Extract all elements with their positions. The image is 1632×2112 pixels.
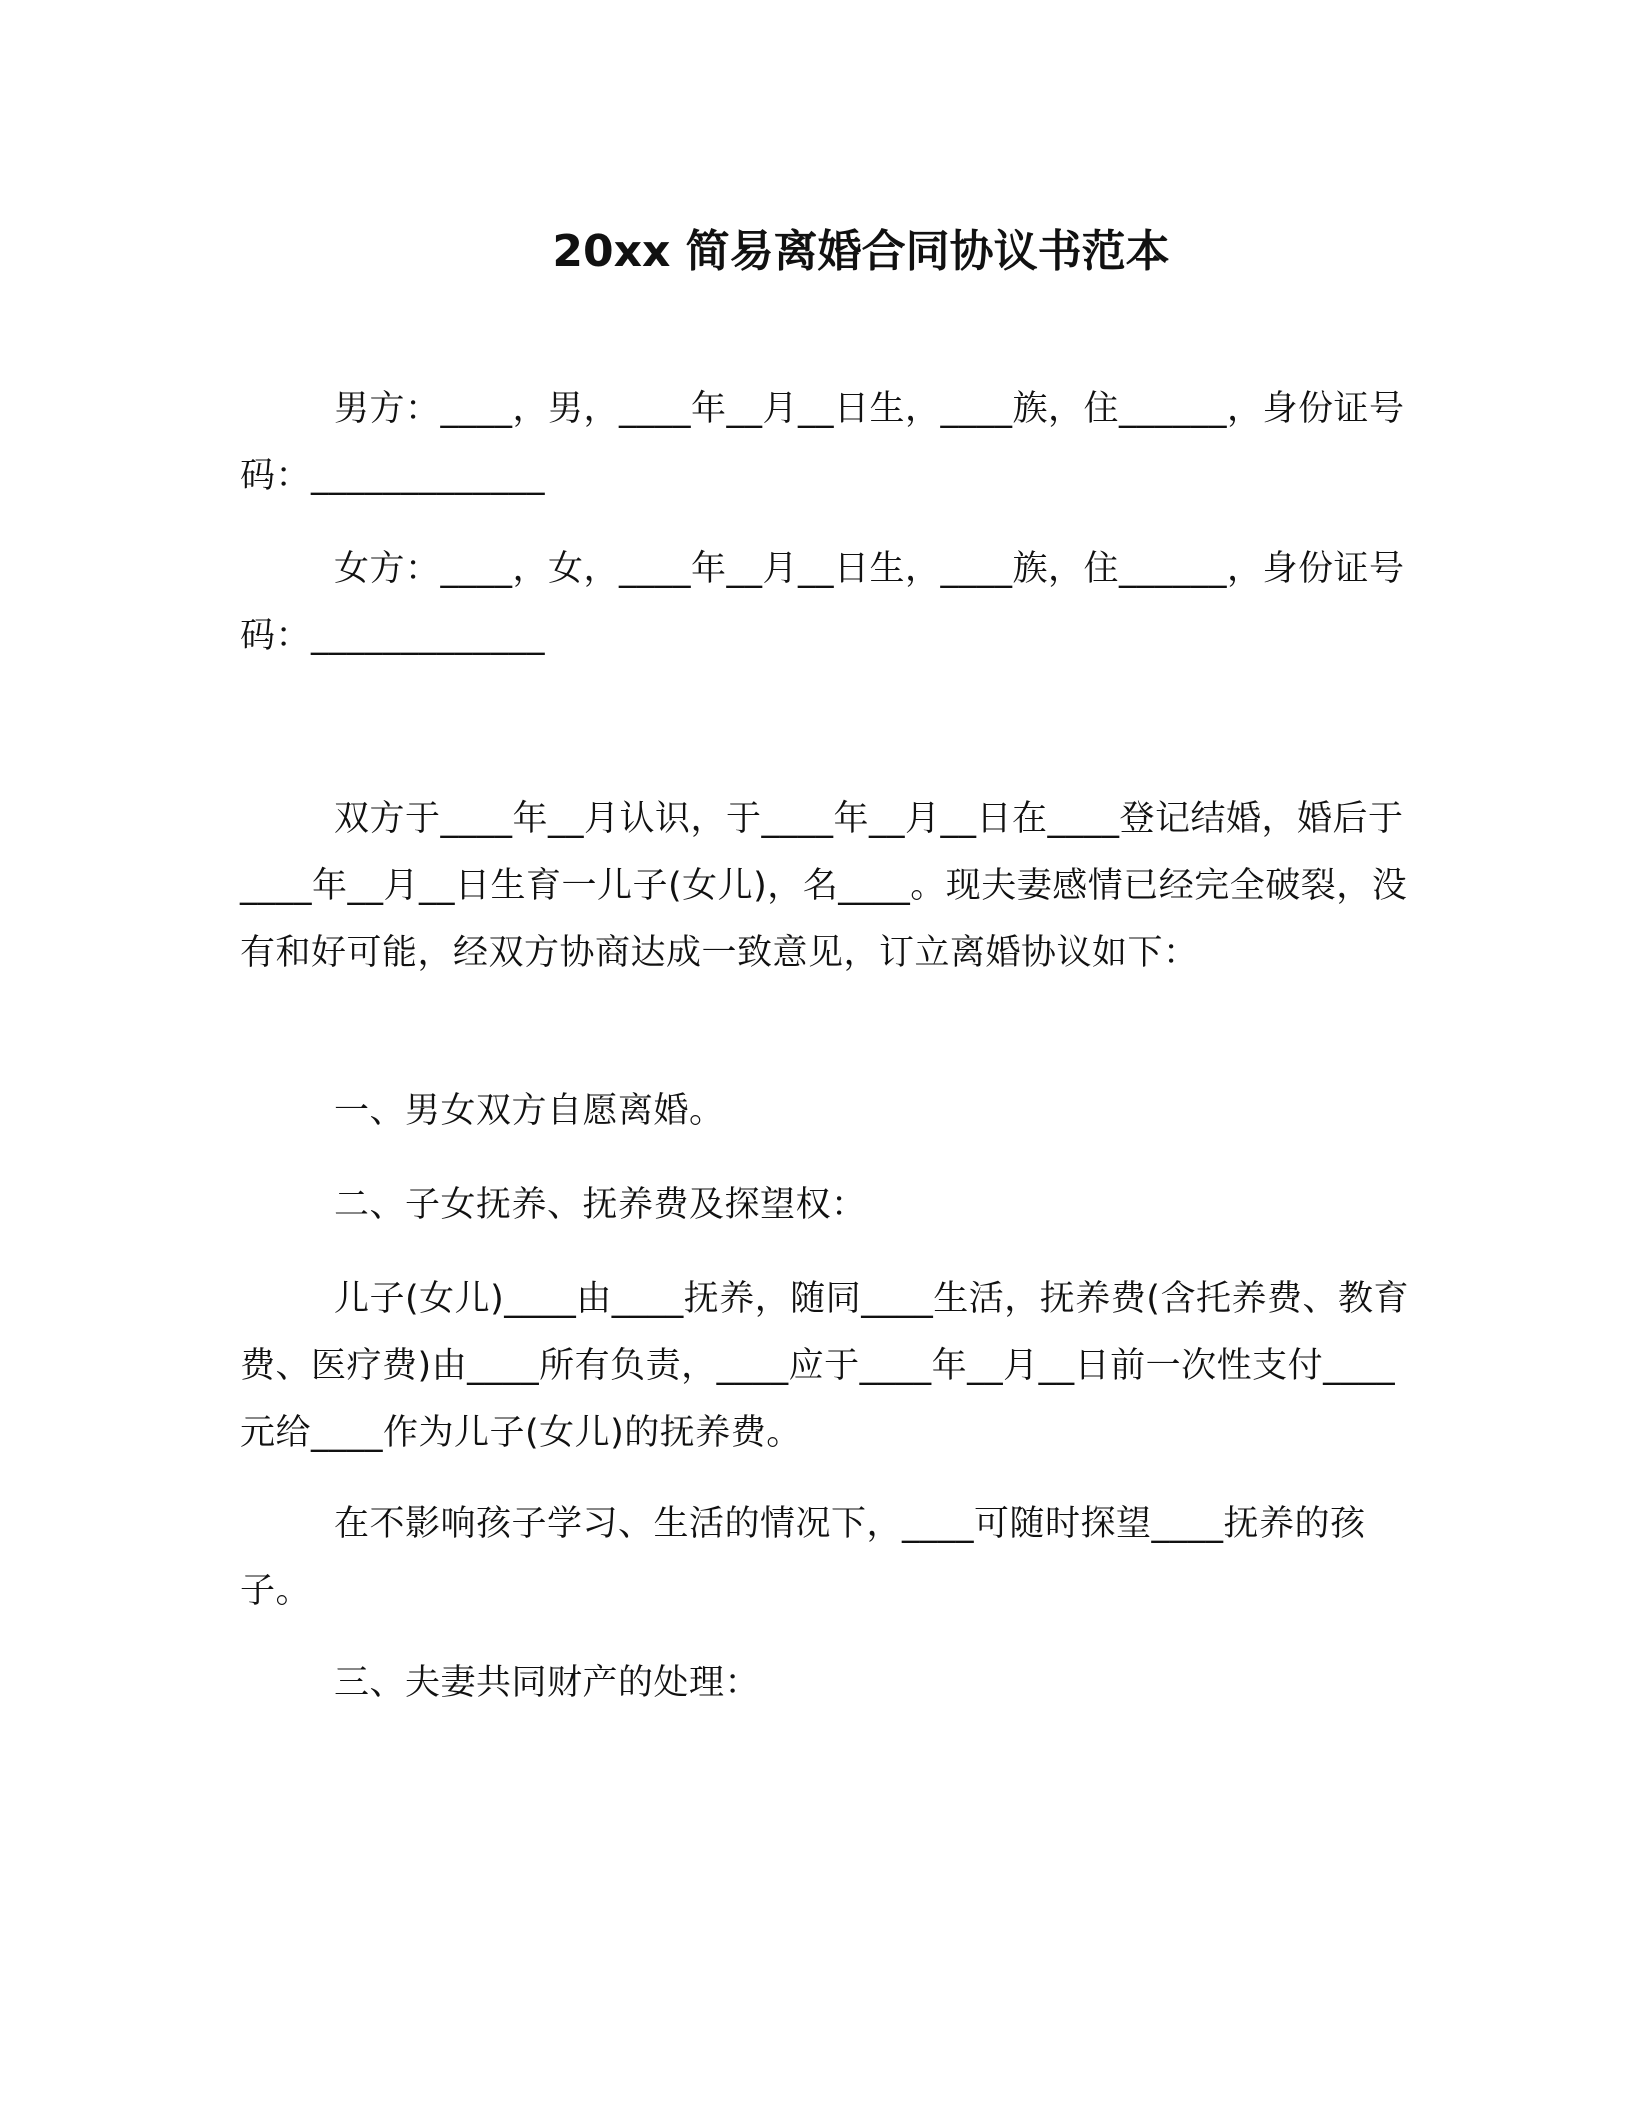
clause-two-heading: 二、子女抚养、抚养费及探望权： [334, 1185, 867, 1225]
paragraph-female-party: 女方：____，女，____年__月__日生，____族，住______，身份证号码：_____________ [240, 549, 1405, 656]
paragraph-visitation: 在不影响孩子学习、生活的情况下，____可随时探望____抚养的孩子。 [240, 1504, 1366, 1611]
paragraph-male-party: 男方：____，男，____年__月__日生，____族，住______，身份证号码：_____________ [240, 389, 1405, 496]
document-title: 20xx 简易离婚合同协议书范本 [552, 226, 1170, 277]
clause-one: 一、男女双方自愿离婚。 [334, 1091, 725, 1131]
clause-three-heading: 三、夫妻共同财产的处理： [334, 1663, 761, 1703]
paragraph-child-support: 儿子(女儿)____由____抚养，随同____生活，抚养费(含托养费、教育费、医疗费)由____所有负责，____应于____年__月__日前一次性支付____元给____作为儿子(女儿)的抚养费。 [240, 1279, 1409, 1453]
paragraph-marriage-background: 双方于____年__月认识，于____年__月__日在____登记结婚，婚后于____年__月__日生育一儿子(女儿)，名____。现夫妻感情已经完全破裂，没有和好可能，经双方协商达成一致意见，订立离婚协议如下： [240, 799, 1408, 973]
